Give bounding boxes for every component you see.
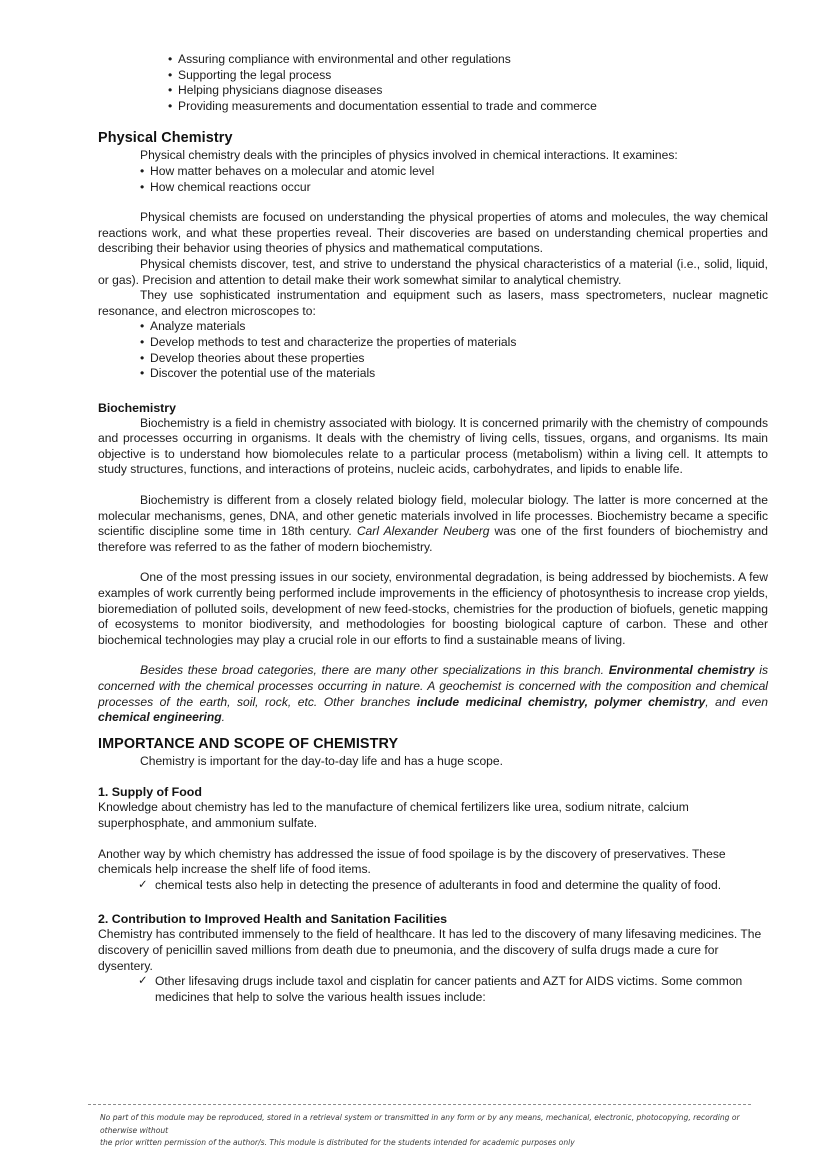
heading-importance-and-scope: IMPORTANCE AND SCOPE OF CHEMISTRY [98,735,399,752]
footer-line-2: the prior written permission of the author/s. This module is distributed for the students intended for academic purposes only [100,1138,575,1147]
list-item: ✓ Other lifesaving drugs include taxol and cisplatin for cancer patients and AZT for AIDS victims. Some common medicines that help to solve the various health issues include: [98,974,768,1005]
list-item: • Develop methods to test and characterize the properties of materials [98,335,768,351]
physical-chemistry-paragraph-3: They use sophisticated instrumentation and equipment such as lasers, mass spectrometers, nuclear magnetic resonance, and electron microscopes to: [98,288,768,318]
biochemistry-specializations-paragraph [98,663,768,725]
physical-chemistry-paragraph-1: Physical chemists are focused on understanding the physical properties of atoms and molecules, the way chemical reactions work, and what these properties reveal. Their discoveries are based on understanding chemical properties and describing their behavior using theories of physics and mathematical computations. [98,210,768,256]
physical-chemistry-intro-bullets [98,164,768,195]
list-item: • Providing measurements and documentation essential to trade and commerce [98,99,768,115]
heading-supply-of-food: 1. Supply of Food [98,785,202,800]
list-item: • Discover the potential use of the materials [98,366,768,382]
biochemistry-neuberg-name: Carl Alexander Neuberg [356,524,490,539]
biochemistry-paragraph-1: Biochemistry is a field in chemistry associated with biology. It is concerned primarily with the chemistry of compounds and processes occurring in organisms. It deals with the chemistry of living cells, tissues, organs, and organisms. Its main objective is to understand how biomolecules relate to a particular process (metabolism) within a living cell. It attempts to study structures, functions, and interactions of proteins, nucleic acids, carbohydrates, and lipids to enable life. [98,415,768,477]
footer-copyright-notice [100,1112,740,1150]
supply-of-food-check-list [98,878,768,894]
heading-health-and-sanitation: 2. Contribution to Improved Health and Sanitation Facilities [98,912,448,927]
supply-of-food-paragraph-2: Another way by which chemistry has addressed the issue of food spoilage is by the discovery of preservatives. These chemicals help increase the shelf life of food items. [98,846,726,877]
spacer [98,195,768,210]
spacer [98,114,768,129]
importance-intro: Chemistry is important for the day-to-day life and has a huge scope. [140,753,503,768]
list-item: • Helping physicians diagnose diseases [98,83,768,99]
spacer [98,769,768,784]
specializations-environmental-chemistry: Environmental chemistry [608,663,755,678]
list-item: • How matter behaves on a molecular and atomic level [98,164,768,180]
footer-divider [88,1104,751,1105]
list-item: • Analyze materials [98,319,768,335]
spacer [98,382,768,400]
biochemistry-paragraph-3: One of the most pressing issues in our society, environmental degradation, is being addressed by biochemists. A few examples of work currently being performed include improvements in the efficiency of photosynthesis to increase crop yields, bioremediation of polluted soils, development of new feed-stocks, chemistries for the production of biofuels, genetic mapping of ecosystems to monitor biodiversity, and methodologies for boosting biological capture of carbon. These and other biochemical technologies may play a crucial role in our efforts to find a sustainable means of living. [98,570,768,647]
spacer [98,478,768,493]
physical-chemistry-intro: Physical chemistry deals with the principles of physics involved in chemical interactions. It examines: [140,148,678,163]
list-item: ✓ chemical tests also help in detecting the presence of adulterants in food and determine the quality of food. [98,878,768,894]
health-check-list [98,974,768,1005]
physical-chemistry-paragraph-2: Physical chemists discover, test, and strive to understand the physical characteristics of a material (i.e., solid, liquid, or gas). Precision and attention to detail make their work somewhat similar to analytical chemistry. [98,256,768,287]
list-item: • Assuring compliance with environmental and other regulations [98,52,768,68]
supply-of-food-paragraph-1: Knowledge about chemistry has led to the manufacture of chemical fertilizers like urea, sodium nitrate, calcium superphosphate, and ammonium sulfate. [98,800,689,830]
specializations-part-e: , and even [705,694,769,709]
heading-biochemistry: Biochemistry [98,400,176,415]
heading-physical-chemistry: Physical Chemistry [98,130,233,147]
physical-chemistry-tools-bullets [98,319,768,381]
specializations-chemical-engineering: chemical engineering [98,710,222,725]
spacer [98,893,768,911]
footer-line-1: No part of this module may be reproduced, stored in a retrieval system or transmitted in any form or by any means, mechanical, electronic, photocopying, recording or otherwise without [100,1113,740,1135]
analytical-chemistry-bullet-list [98,52,768,114]
spacer [98,726,768,735]
page-footer [88,1104,751,1150]
specializations-medicinal-polymer: include medicinal chemistry, polymer chemistry [416,694,706,709]
spacer [98,832,768,847]
biochemistry-paragraph-2-part-a: Biochemistry is different from a closely related biology field, molecular biology. The latter is more concerned at the molecular mechanisms, genes, DNA, and other genetic materials involved in life processes. Biochemistry became a specific scientific discipline some time in 18th century. [98,493,768,539]
specializations-part-c: is concerned with the chemical processes occurring in nature. A geochemist is concerned with the composition and chemical processes of the earth, soil, rock, etc. Other branches [98,663,768,709]
page-content [98,52,768,1005]
biochemistry-paragraph-2 [98,493,768,555]
list-item: • Develop theories about these properties [98,351,768,367]
spacer [98,648,768,663]
health-paragraph-1: Chemistry has contributed immensely to the field of healthcare. It has led to the discovery of many lifesaving medicines. The discovery of penicillin saved millions from death due to pneumonia, and the discovery of sulfa drugs made a cure for dysentery. [98,927,762,973]
list-item: • How chemical reactions occur [98,180,768,196]
specializations-part-a: Besides these broad categories, there are many other specializations in this branch. [140,663,609,678]
spacer [98,555,768,570]
biochemistry-paragraph-2-part-b: was one of the first founders of biochemistry and therefore was referred to as the father of modern biochemistry. [98,524,769,554]
list-item: • Supporting the legal process [98,68,768,84]
specializations-part-g: . [221,710,226,725]
